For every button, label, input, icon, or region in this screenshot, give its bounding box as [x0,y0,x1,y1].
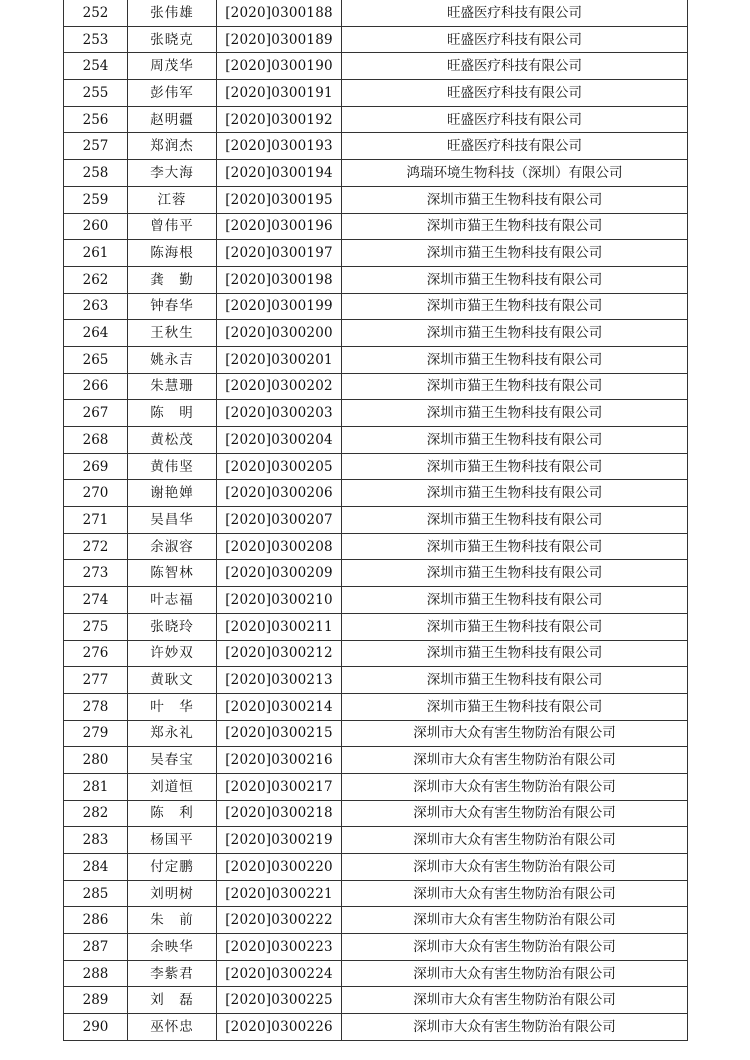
row-number-cell: 287 [64,934,128,961]
certificate-number-cell: [2020]0300190 [217,53,342,80]
company-name-cell: 深圳市猫王生物科技有限公司 [342,453,688,480]
certificate-roster-table [63,0,688,1041]
row-number-cell: 264 [64,320,128,347]
table-row [64,26,688,53]
certificate-number-cell: [2020]0300199 [217,293,342,320]
person-name-cell: 吴春宝 [128,747,217,774]
person-name-cell: 江蓉 [128,186,217,213]
row-number-cell: 260 [64,213,128,240]
row-number-cell: 279 [64,720,128,747]
table-row [64,747,688,774]
person-name-cell: 龚 勤 [128,266,217,293]
table-row [64,240,688,267]
company-name-cell: 鸿瑞环境生物科技（深圳）有限公司 [342,160,688,187]
table-row [64,773,688,800]
company-name-cell: 深圳市大众有害生物防治有限公司 [342,720,688,747]
table-row [64,587,688,614]
company-name-cell: 深圳市大众有害生物防治有限公司 [342,1014,688,1041]
table-row [64,960,688,987]
certificate-number-cell: [2020]0300208 [217,533,342,560]
company-name-cell: 深圳市猫王生物科技有限公司 [342,613,688,640]
certificate-number-cell: [2020]0300213 [217,667,342,694]
certificate-number-cell: [2020]0300216 [217,747,342,774]
row-number-cell: 254 [64,53,128,80]
company-name-cell: 深圳市猫王生物科技有限公司 [342,480,688,507]
row-number-cell: 266 [64,373,128,400]
table-row [64,53,688,80]
person-name-cell: 谢艳婵 [128,480,217,507]
table-row [64,186,688,213]
company-name-cell: 深圳市大众有害生物防治有限公司 [342,800,688,827]
certificate-number-cell: [2020]0300205 [217,453,342,480]
company-name-cell: 深圳市大众有害生物防治有限公司 [342,934,688,961]
roster-table-body [64,0,688,1040]
row-number-cell: 257 [64,133,128,160]
certificate-number-cell: [2020]0300226 [217,1014,342,1041]
person-name-cell: 钟春华 [128,293,217,320]
row-number-cell: 277 [64,667,128,694]
certificate-number-cell: [2020]0300217 [217,773,342,800]
company-name-cell: 深圳市猫王生物科技有限公司 [342,400,688,427]
person-name-cell: 陈海根 [128,240,217,267]
person-name-cell: 叶 华 [128,693,217,720]
person-name-cell: 姚永吉 [128,346,217,373]
company-name-cell: 深圳市大众有害生物防治有限公司 [342,773,688,800]
person-name-cell: 黄伟坚 [128,453,217,480]
person-name-cell: 郑润杰 [128,133,217,160]
company-name-cell: 深圳市大众有害生物防治有限公司 [342,960,688,987]
certificate-number-cell: [2020]0300222 [217,907,342,934]
company-name-cell: 旺盛医疗科技有限公司 [342,53,688,80]
table-row [64,720,688,747]
table-row [64,427,688,454]
person-name-cell: 李紫君 [128,960,217,987]
table-row [64,533,688,560]
table-row [64,880,688,907]
table-row [64,106,688,133]
certificate-number-cell: [2020]0300214 [217,693,342,720]
person-name-cell: 黄松茂 [128,427,217,454]
certificate-number-cell: [2020]0300218 [217,800,342,827]
person-name-cell: 陈 明 [128,400,217,427]
person-name-cell: 余映华 [128,934,217,961]
table-row [64,854,688,881]
row-number-cell: 267 [64,400,128,427]
company-name-cell: 深圳市猫王生物科技有限公司 [342,507,688,534]
row-number-cell: 290 [64,1014,128,1041]
company-name-cell: 深圳市猫王生物科技有限公司 [342,346,688,373]
company-name-cell: 深圳市猫王生物科技有限公司 [342,240,688,267]
row-number-cell: 252 [64,0,128,26]
table-row [64,453,688,480]
person-name-cell: 朱 前 [128,907,217,934]
company-name-cell: 深圳市大众有害生物防治有限公司 [342,880,688,907]
company-name-cell: 旺盛医疗科技有限公司 [342,80,688,107]
row-number-cell: 286 [64,907,128,934]
table-row [64,507,688,534]
person-name-cell: 巫怀忠 [128,1014,217,1041]
certificate-number-cell: [2020]0300202 [217,373,342,400]
certificate-number-cell: [2020]0300215 [217,720,342,747]
person-name-cell: 叶志福 [128,587,217,614]
table-row [64,907,688,934]
company-name-cell: 旺盛医疗科技有限公司 [342,133,688,160]
person-name-cell: 张晓克 [128,26,217,53]
person-name-cell: 余淑容 [128,533,217,560]
certificate-number-cell: [2020]0300210 [217,587,342,614]
person-name-cell: 杨国平 [128,827,217,854]
row-number-cell: 285 [64,880,128,907]
row-number-cell: 261 [64,240,128,267]
company-name-cell: 深圳市猫王生物科技有限公司 [342,266,688,293]
certificate-number-cell: [2020]0300188 [217,0,342,26]
certificate-number-cell: [2020]0300196 [217,213,342,240]
table-row [64,0,688,26]
company-name-cell: 深圳市猫王生物科技有限公司 [342,213,688,240]
company-name-cell: 深圳市猫王生物科技有限公司 [342,533,688,560]
certificate-number-cell: [2020]0300203 [217,400,342,427]
table-row [64,640,688,667]
company-name-cell: 深圳市大众有害生物防治有限公司 [342,827,688,854]
company-name-cell: 深圳市猫王生物科技有限公司 [342,320,688,347]
table-row [64,293,688,320]
person-name-cell: 王秋生 [128,320,217,347]
row-number-cell: 273 [64,560,128,587]
person-name-cell: 张晓玲 [128,613,217,640]
certificate-number-cell: [2020]0300198 [217,266,342,293]
company-name-cell: 深圳市猫王生物科技有限公司 [342,560,688,587]
person-name-cell: 刘 磊 [128,987,217,1014]
table-row [64,373,688,400]
company-name-cell: 旺盛医疗科技有限公司 [342,0,688,26]
row-number-cell: 274 [64,587,128,614]
row-number-cell: 275 [64,613,128,640]
row-number-cell: 256 [64,106,128,133]
table-row [64,213,688,240]
person-name-cell: 刘明树 [128,880,217,907]
row-number-cell: 289 [64,987,128,1014]
row-number-cell: 269 [64,453,128,480]
person-name-cell: 彭伟军 [128,80,217,107]
certificate-number-cell: [2020]0300223 [217,934,342,961]
certificate-number-cell: [2020]0300219 [217,827,342,854]
table-row [64,934,688,961]
company-name-cell: 深圳市猫王生物科技有限公司 [342,293,688,320]
certificate-number-cell: [2020]0300189 [217,26,342,53]
company-name-cell: 深圳市大众有害生物防治有限公司 [342,907,688,934]
person-name-cell: 黄耿文 [128,667,217,694]
table-row [64,1014,688,1041]
person-name-cell: 吴昌华 [128,507,217,534]
company-name-cell: 深圳市猫王生物科技有限公司 [342,693,688,720]
certificate-number-cell: [2020]0300211 [217,613,342,640]
certificate-number-cell: [2020]0300204 [217,427,342,454]
person-name-cell: 曾伟平 [128,213,217,240]
person-name-cell: 李大海 [128,160,217,187]
row-number-cell: 283 [64,827,128,854]
row-number-cell: 268 [64,427,128,454]
table-row [64,346,688,373]
company-name-cell: 深圳市猫王生物科技有限公司 [342,427,688,454]
table-row [64,266,688,293]
row-number-cell: 259 [64,186,128,213]
table-row [64,480,688,507]
certificate-number-cell: [2020]0300194 [217,160,342,187]
company-name-cell: 深圳市猫王生物科技有限公司 [342,373,688,400]
certificate-number-cell: [2020]0300225 [217,987,342,1014]
company-name-cell: 旺盛医疗科技有限公司 [342,106,688,133]
row-number-cell: 282 [64,800,128,827]
table-row [64,613,688,640]
certificate-number-cell: [2020]0300193 [217,133,342,160]
certificate-number-cell: [2020]0300224 [217,960,342,987]
row-number-cell: 258 [64,160,128,187]
person-name-cell: 陈智林 [128,560,217,587]
table-row [64,827,688,854]
certificate-number-cell: [2020]0300209 [217,560,342,587]
table-row [64,400,688,427]
person-name-cell: 许妙双 [128,640,217,667]
table-row [64,987,688,1014]
row-number-cell: 280 [64,747,128,774]
row-number-cell: 288 [64,960,128,987]
company-name-cell: 深圳市猫王生物科技有限公司 [342,667,688,694]
person-name-cell: 郑永礼 [128,720,217,747]
person-name-cell: 付定鹏 [128,854,217,881]
certificate-number-cell: [2020]0300195 [217,186,342,213]
row-number-cell: 263 [64,293,128,320]
certificate-number-cell: [2020]0300200 [217,320,342,347]
row-number-cell: 262 [64,266,128,293]
table-row [64,320,688,347]
certificate-number-cell: [2020]0300191 [217,80,342,107]
certificate-number-cell: [2020]0300206 [217,480,342,507]
table-row [64,560,688,587]
certificate-number-cell: [2020]0300197 [217,240,342,267]
table-row [64,160,688,187]
company-name-cell: 深圳市猫王生物科技有限公司 [342,640,688,667]
row-number-cell: 270 [64,480,128,507]
person-name-cell: 朱慧珊 [128,373,217,400]
certificate-number-cell: [2020]0300207 [217,507,342,534]
row-number-cell: 255 [64,80,128,107]
table-row [64,133,688,160]
company-name-cell: 深圳市猫王生物科技有限公司 [342,587,688,614]
company-name-cell: 旺盛医疗科技有限公司 [342,26,688,53]
certificate-number-cell: [2020]0300201 [217,346,342,373]
company-name-cell: 深圳市猫王生物科技有限公司 [342,186,688,213]
row-number-cell: 284 [64,854,128,881]
certificate-number-cell: [2020]0300220 [217,854,342,881]
company-name-cell: 深圳市大众有害生物防治有限公司 [342,747,688,774]
certificate-number-cell: [2020]0300221 [217,880,342,907]
person-name-cell: 陈 利 [128,800,217,827]
company-name-cell: 深圳市大众有害生物防治有限公司 [342,987,688,1014]
row-number-cell: 265 [64,346,128,373]
certificate-number-cell: [2020]0300192 [217,106,342,133]
table-row [64,80,688,107]
row-number-cell: 271 [64,507,128,534]
person-name-cell: 周茂华 [128,53,217,80]
row-number-cell: 253 [64,26,128,53]
certificate-number-cell: [2020]0300212 [217,640,342,667]
person-name-cell: 张伟雄 [128,0,217,26]
table-row [64,693,688,720]
row-number-cell: 272 [64,533,128,560]
row-number-cell: 281 [64,773,128,800]
row-number-cell: 276 [64,640,128,667]
row-number-cell: 278 [64,693,128,720]
table-row [64,800,688,827]
company-name-cell: 深圳市大众有害生物防治有限公司 [342,854,688,881]
table-row [64,667,688,694]
person-name-cell: 刘道恒 [128,773,217,800]
person-name-cell: 赵明疆 [128,106,217,133]
